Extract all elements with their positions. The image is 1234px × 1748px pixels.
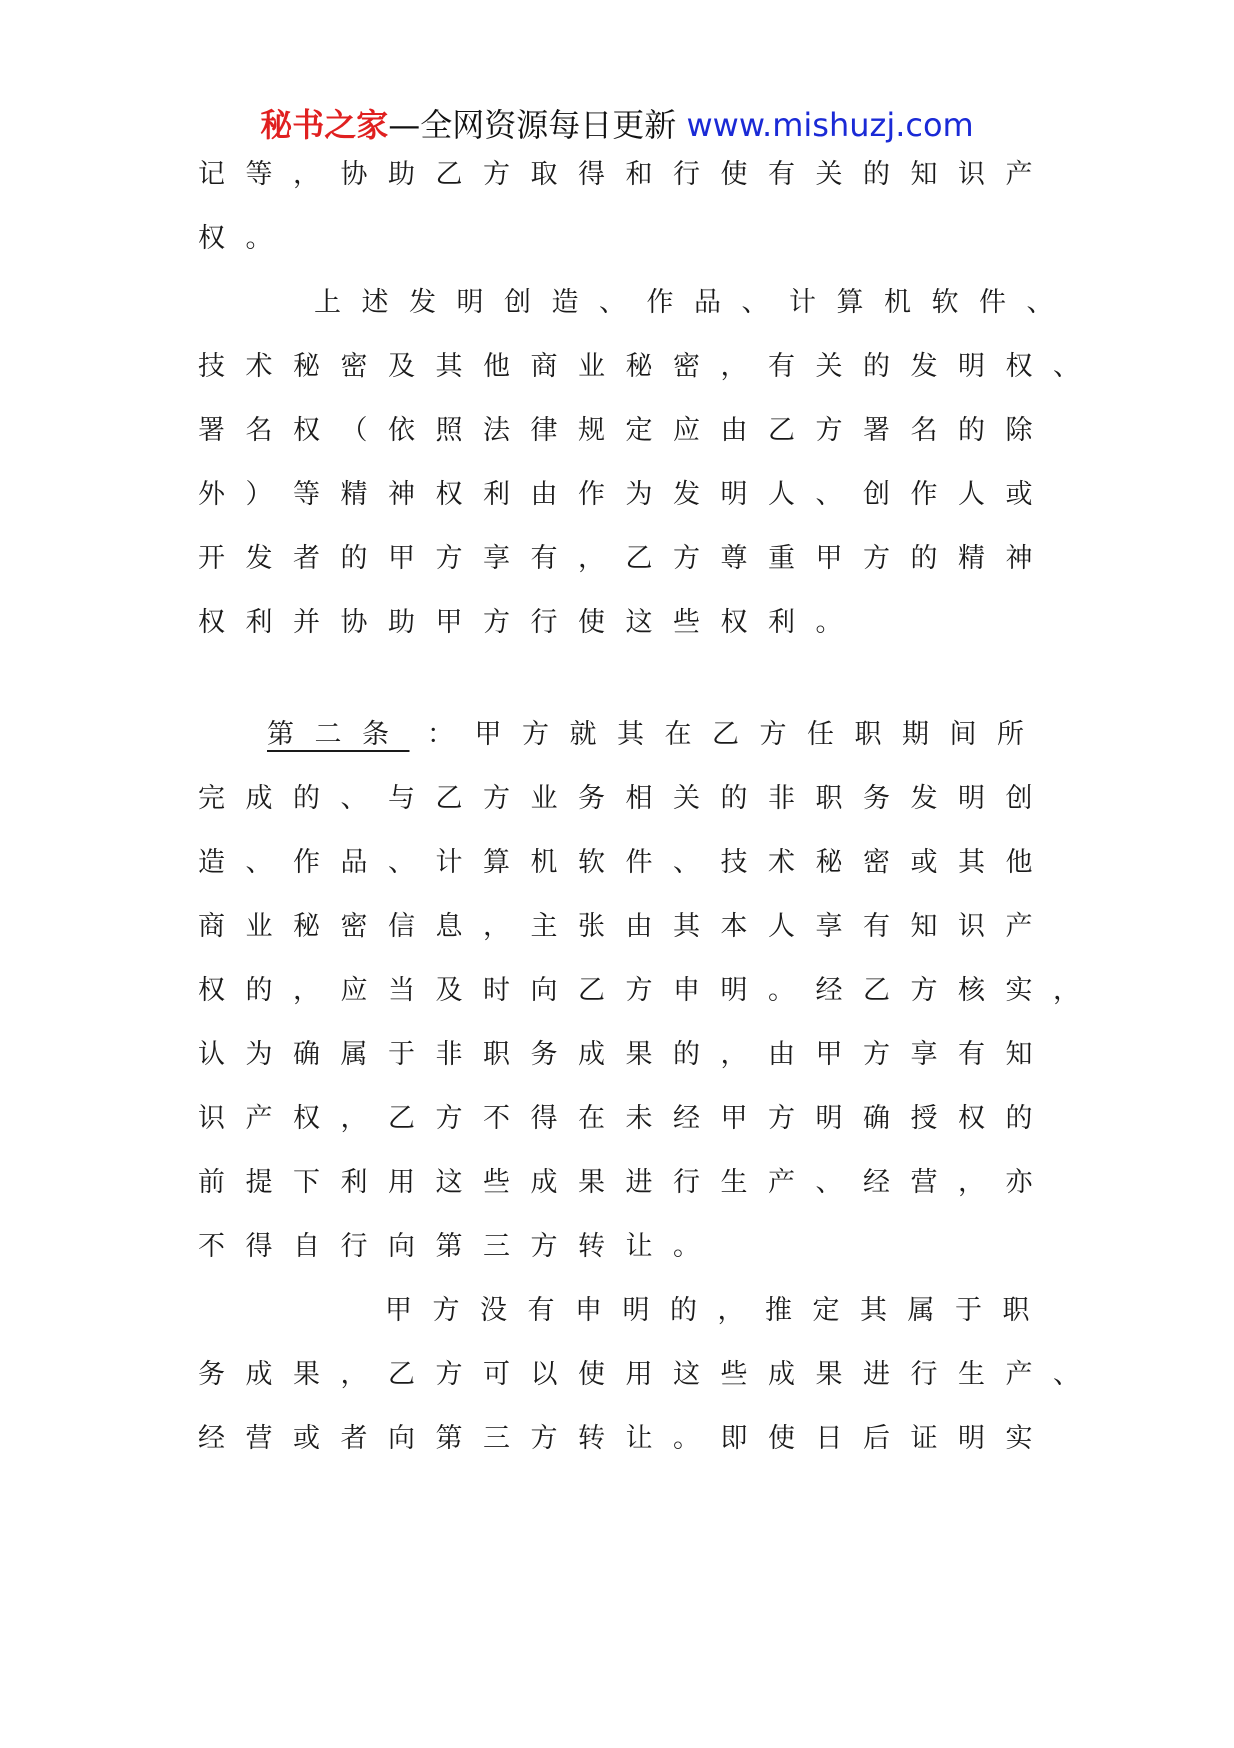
- text-line-10: 完成的、与乙方业务相关的非职务发明创: [198, 783, 1053, 814]
- text-line-18: 甲方没有申明的，推定其属于职: [385, 1295, 1050, 1326]
- page-header: [0, 100, 1234, 150]
- text-line-13: 权的，应当及时向乙方申明。经乙方核实，: [198, 975, 1101, 1006]
- text-line-3: 上述发明创造、作品、计算机软件、: [314, 287, 1074, 318]
- text-line-11: 造、作品、计算机软件、技术秘密或其他: [198, 847, 1053, 878]
- text-line-14: 认为确属于非职务成果的，由甲方享有知: [198, 1039, 1053, 1070]
- text-line-9: ：甲方就其在乙方任职期间所: [427, 719, 1045, 750]
- text-line-7: 开发者的甲方享有，乙方尊重甲方的精神: [198, 543, 1053, 574]
- brand-name: 秘书之家: [260, 106, 389, 144]
- text-line-12: 商业秘密信息，主张由其本人享有知识产: [198, 911, 1053, 942]
- article-heading: 第二条: [267, 719, 410, 750]
- text-line-5: 署名权（依照法律规定应由乙方署名的除: [198, 415, 1053, 446]
- text-line-1: 记等，协助乙方取得和行使有关的知识产: [198, 159, 1053, 190]
- text-line-19: 务成果，乙方可以使用这些成果进行生产、: [198, 1359, 1101, 1390]
- text-line-6: 外）等精神权利由作为发明人、创作人或: [198, 479, 1053, 510]
- text-line-15: 识产权，乙方不得在未经甲方明确授权的: [198, 1103, 1053, 1134]
- header-tagline: —全网资源每日更新: [388, 106, 677, 144]
- text-line-17: 不得自行向第三方转让。: [198, 1231, 721, 1262]
- text-line-8: 权利并协助甲方行使这些权利。: [198, 607, 863, 638]
- text-line-16: 前提下利用这些成果进行生产、经营，亦: [198, 1167, 1053, 1198]
- text-line-20: 经营或者向第三方转让。即使日后证明实: [198, 1423, 1053, 1454]
- text-line-2: 权。: [198, 223, 293, 254]
- site-url-link[interactable]: www.mishuzj.com: [686, 106, 974, 144]
- text-line-4: 技术秘密及其他商业秘密，有关的发明权、: [198, 351, 1101, 382]
